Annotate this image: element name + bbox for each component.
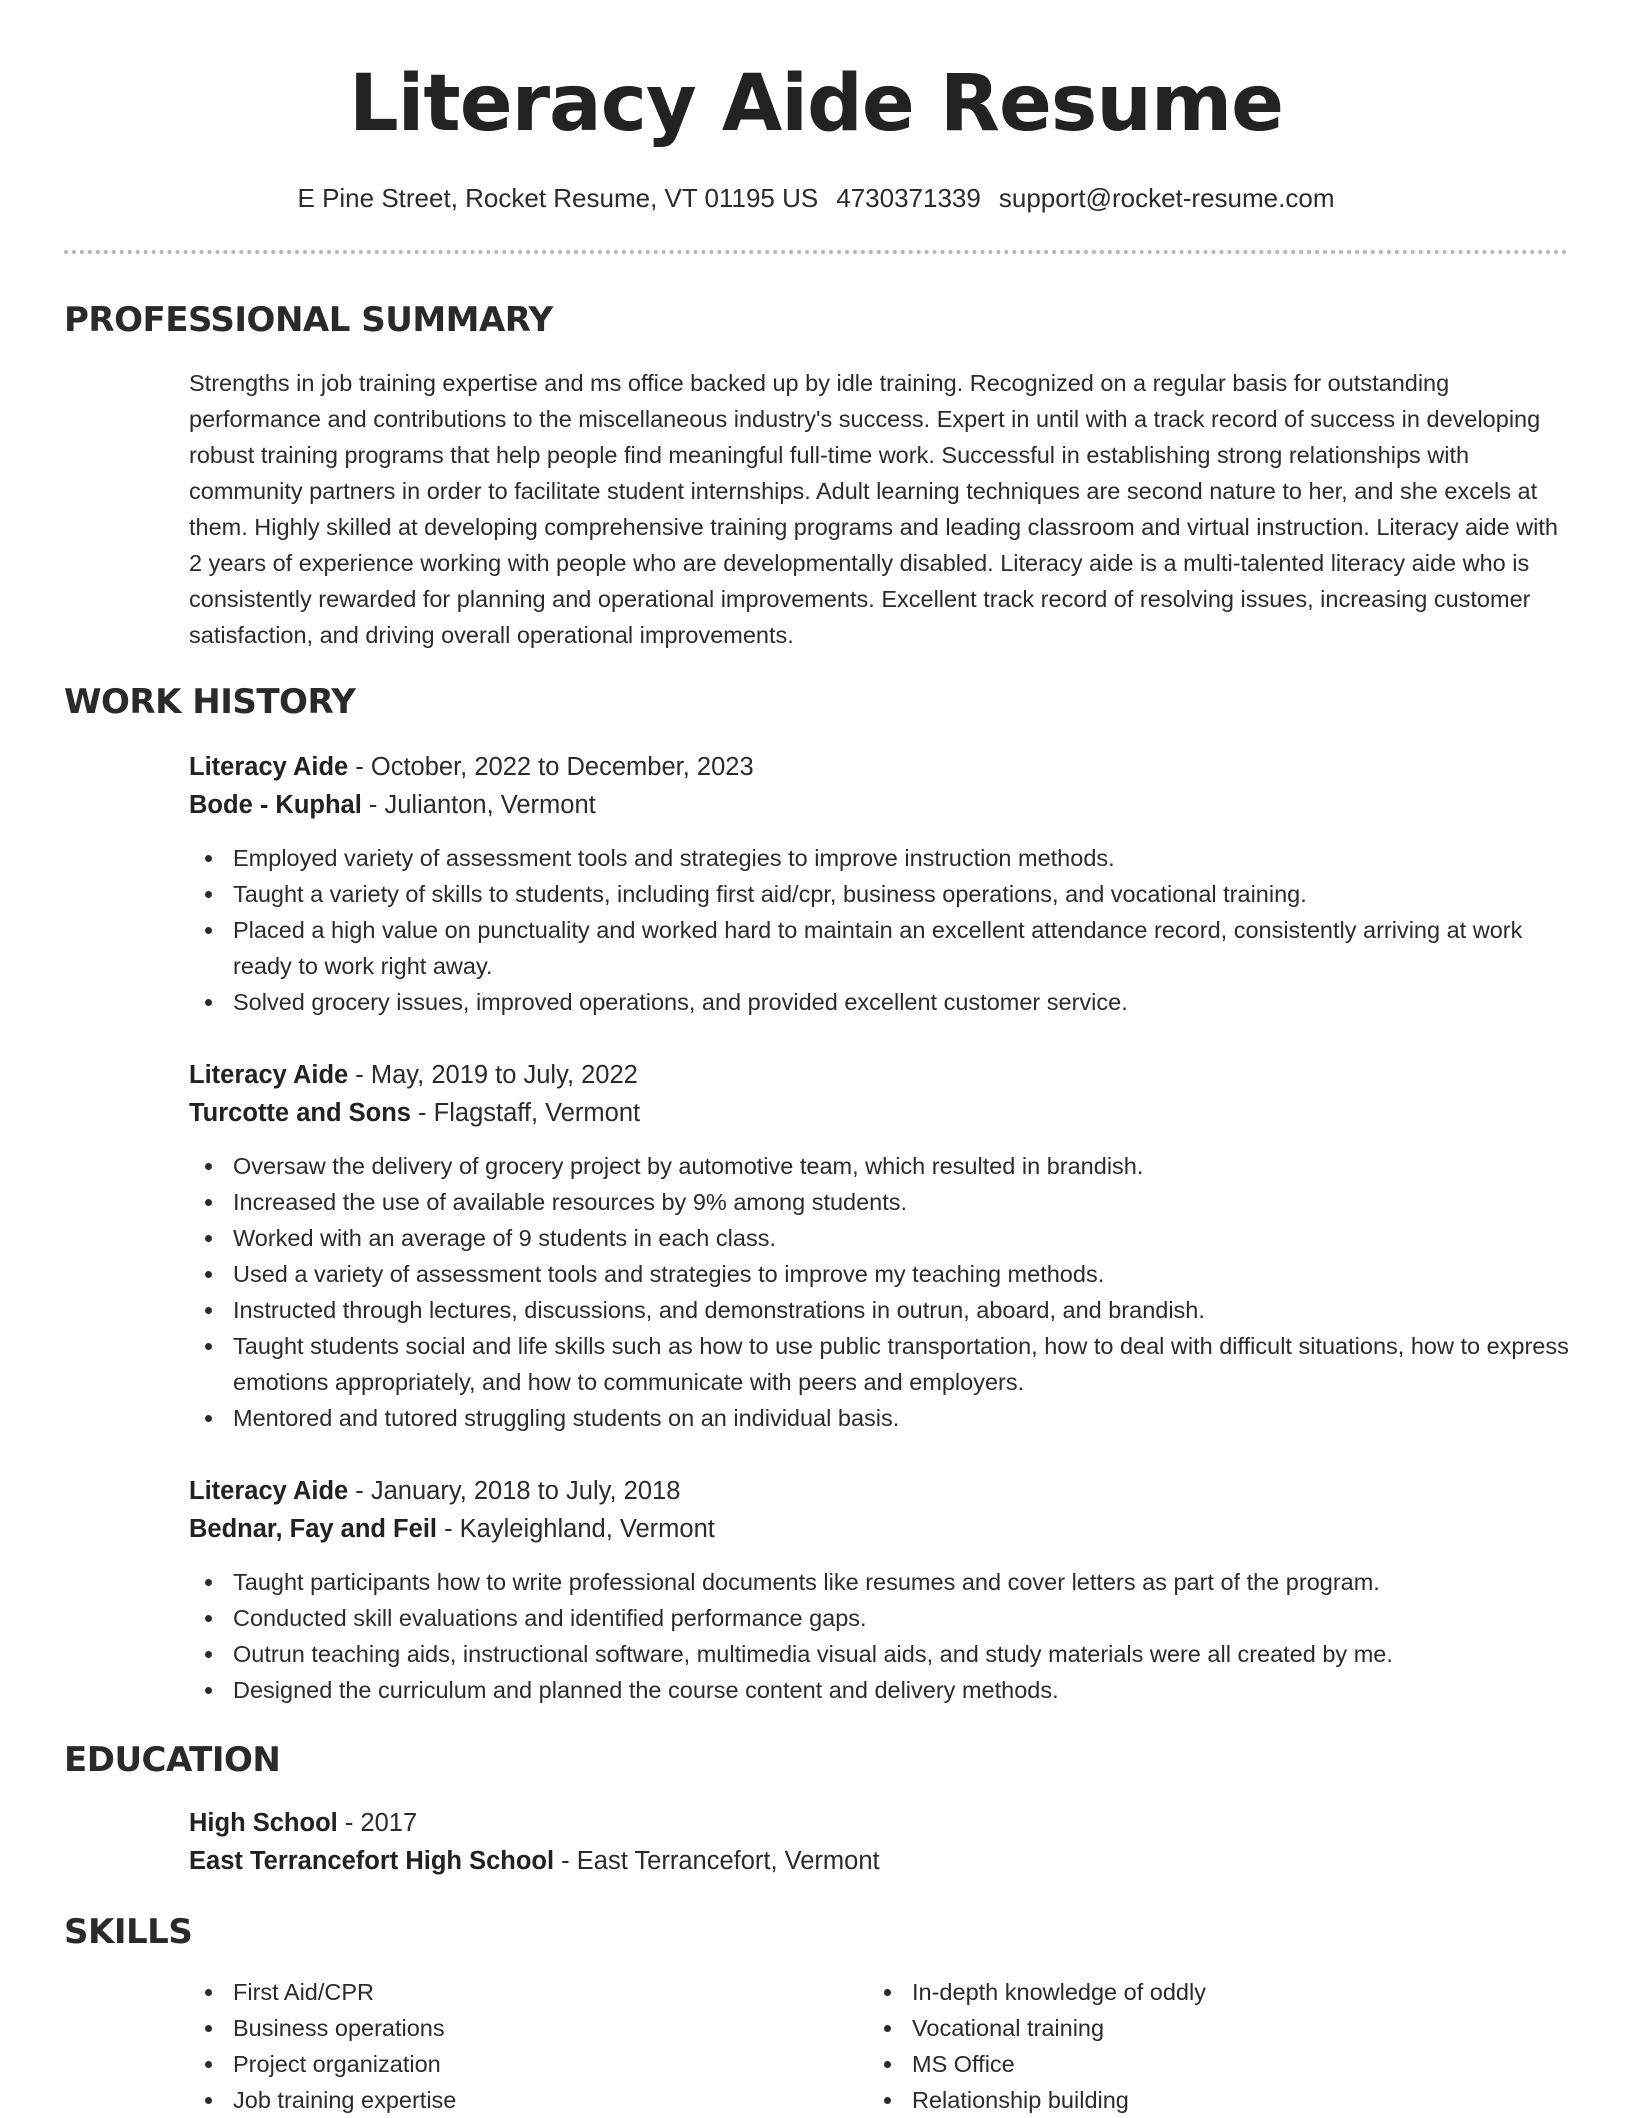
job-bullets [189,1564,1569,1708]
separator: - [348,1477,371,1505]
separator: - [361,791,385,819]
job-dates: October, 2022 to December, 2023 [370,753,754,781]
job-title: Literacy Aide [189,753,349,781]
separator: - [410,1099,434,1127]
job-company: Turcotte and Sons [189,1099,411,1127]
job-location: Kayleighland, Vermont [459,1515,715,1543]
skill-item: First Aid/CPR [189,1974,829,2010]
bullet-item: Oversaw the delivery of grocery project by automotive team, which resulted in brandish. [189,1148,1569,1184]
job-dates: May, 2019 to July, 2022 [370,1061,638,1089]
bullet-item: Taught a variety of skills to students, including first aid/cpr, business operations, and vocational training. [189,876,1569,912]
bullet-item: Outrun teaching aids, instructional software, multimedia visual aids, and study materials were all created by me. [189,1636,1569,1672]
bullet-item: Worked with an average of 9 students in each class. [189,1220,1569,1256]
job-entry [189,1472,1569,1548]
bullet-item: Mentored and tutored struggling students on an individual basis. [189,1400,1569,1436]
bullet-item: Solved grocery issues, improved operations, and provided excellent customer service. [189,984,1569,1020]
education-school: East Terrancefort High School [189,1847,555,1875]
bullet-item: Increased the use of available resources by 9% among students. [189,1184,1569,1220]
job-title-line [189,1056,1569,1094]
job-entry [189,1056,1569,1132]
separator: - [554,1847,577,1875]
job-title: Literacy Aide [189,1477,349,1505]
header-divider [64,250,1568,254]
job-title-line [189,1472,1569,1510]
job-company-line [189,786,1569,824]
education-school-line [189,1842,1569,1880]
resume-title: Literacy Aide Resume [348,59,1284,149]
education-heading: EDUCATION [64,1740,281,1780]
bullet-item: Instructed through lectures, discussions, and demonstrations in outrun, aboard, and brandish. [189,1292,1569,1328]
job-company-line [189,1510,1569,1548]
contact-address: E Pine Street, Rocket Resume, VT 01195 US [297,183,819,213]
summary-heading: PROFESSIONAL SUMMARY [64,300,553,340]
skill-item: Business operations [189,2010,829,2046]
education-degree-line [189,1804,1569,1842]
work-history-heading: WORK HISTORY [64,682,356,722]
contact-email: support@rocket-resume.com [998,183,1335,213]
job-entry [189,748,1569,824]
job-bullets [189,840,1569,1020]
skill-item: Vocational training [868,2010,1508,2046]
summary-text: Strengths in job training expertise and ms office backed up by idle training. Recognized on a regular basis for outstanding performance and contributions to the miscellaneous industry's success. Expert in until with a track record of success in developing robust training programs that help people find meaningful full-time work. Successful in establishing strong relationships with community partners in order to facilitate student internships. Adult learning techniques are second nature to her, and she excels at them. Highly skilled at developing comprehensive training programs and leading classroom and virtual instruction. Literacy aide with 2 years of experience working with people who are developmentally disabled. Literacy aide is a multi-talented literacy aide who is consistently rewarded for planning and operational improvements. Excellent track record of resolving issues, increasing customer satisfaction, and driving overall operational improvements. [189,370,1558,648]
education-entry [189,1804,1569,1880]
job-location: Flagstaff, Vermont [433,1099,641,1127]
bullet-item: Conducted skill evaluations and identified performance gaps. [189,1600,1569,1636]
skill-item: MS Office [868,2046,1508,2082]
separator: - [337,1809,361,1837]
contact-phone: 4730371339 [836,183,981,213]
job-title-line [189,748,1569,786]
job-bullets [189,1148,1569,1436]
skills-column-right [868,1974,1508,2118]
skill-item: Relationship building [868,2082,1508,2118]
job-company: Bode - Kuphal [189,791,362,819]
skill-item: Project organization [189,2046,829,2082]
bullet-item: Placed a high value on punctuality and worked hard to maintain an excellent attendance record, consistently arriving at work ready to work right away. [189,912,1569,984]
skills-column-left [189,1974,829,2118]
education-degree: High School [189,1809,338,1837]
separator: - [348,753,371,781]
bullet-item: Taught participants how to write professional documents like resumes and cover letters as part of the program. [189,1564,1569,1600]
bullet-item: Used a variety of assessment tools and strategies to improve my teaching methods. [189,1256,1569,1292]
bullet-item: Taught students social and life skills such as how to use public transportation, how to deal with difficult situations, how to express emotions appropriately, and how to communicate with peers and employers. [189,1328,1569,1400]
job-dates: January, 2018 to July, 2018 [370,1477,681,1505]
job-company-line [189,1094,1569,1132]
job-location: Julianton, Vermont [384,791,596,819]
separator: - [348,1061,371,1089]
job-title: Literacy Aide [189,1061,349,1089]
skill-item: Job training expertise [189,2082,829,2118]
job-company: Bednar, Fay and Feil [189,1515,437,1543]
skills-heading: SKILLS [64,1912,193,1952]
bullet-item: Designed the curriculum and planned the course content and delivery methods. [189,1672,1569,1708]
contact-line [0,180,1632,216]
education-location: East Terrancefort, Vermont [576,1847,880,1875]
skill-item: In-depth knowledge of oddly [868,1974,1508,2010]
bullet-item: Employed variety of assessment tools and strategies to improve instruction methods. [189,840,1569,876]
separator: - [437,1515,460,1543]
education-year: 2017 [360,1809,418,1837]
